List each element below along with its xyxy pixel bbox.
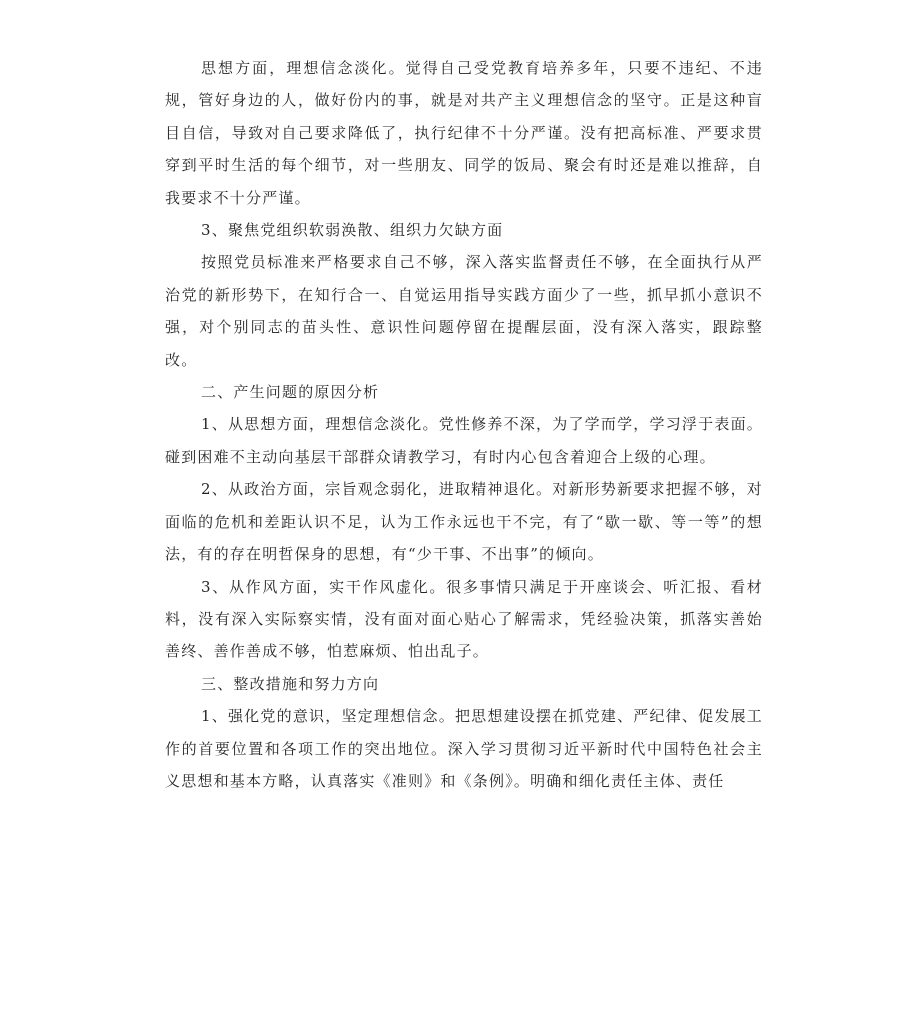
paragraph-cause-1: 1、从思想方面，理想信念淡化。党性修养不深，为了学而学，学习浮于表面。碰到困难不主动向基层干部群众请教学习，有时内心包含着迎合上级的心理。 xyxy=(165,415,763,466)
paragraph-measure-1: 1、强化党的意识，坚定理想信念。把思想建设摆在抓党建、严纪律、促发展工作的首要位置和各项工作的突出地位。深入学习贯彻习近平新时代中国特色社会主义思想和基本方略，认真落实《准则》和《条例》。明确和细化责任主体、责任 xyxy=(165,707,763,790)
paragraph-cause-2: 2、从政治方面，宗旨观念弱化，进取精神退化。对新形势新要求把握不够，对面临的危机和差距认识不足，认为工作永远也干不完，有了“歇一歇、等一等”的想法，有的存在明哲保身的思想，有“少干事、不出事”的倾向。 xyxy=(165,480,763,564)
section-heading-rectification: 三、整改措施和努力方向 xyxy=(201,674,380,693)
paragraph-cause-3: 3、从作风方面，实干作风虚化。很多事情只满足于开座谈会、听汇报、看材料，没有深入实际察实情，没有面对面心贴心了解需求，凭经验决策，抓落实善始善终、善作善成不够，怕惹麻烦、怕出乱子。 xyxy=(165,577,763,661)
section-heading-cause-analysis: 二、产生问题的原因分析 xyxy=(201,383,380,402)
document-body xyxy=(165,52,763,797)
section-heading-3: 3、聚焦党组织软弱涣散、组织力欠缺方面 xyxy=(201,221,504,240)
paragraph-party-standards: 按照党员标准来严格要求自己不够，深入落实监督责任不够，在全面执行从严治党的新形势下，在知行合一、自觉运用指导实践方面少了一些，抓早抓小意识不强，对个别同志的苗头性、意识性问题停留在提醒层面，没有深入落实，跟踪整改。 xyxy=(165,253,763,369)
paragraph-ideology: 思想方面，理想信念淡化。觉得自己受党教育培养多年，只要不违纪、不违规，管好身边的人，做好份内的事，就是对共产主义理想信念的坚守。正是这种盲目自信，导致对自己要求降低了，执行纪律不十分严谨。没有把高标准、严要求贯穿到平时生活的每个细节，对一些朋友、同学的饭局、聚会有时还是难以推辞，自我要求不十分严谨。 xyxy=(165,59,763,207)
